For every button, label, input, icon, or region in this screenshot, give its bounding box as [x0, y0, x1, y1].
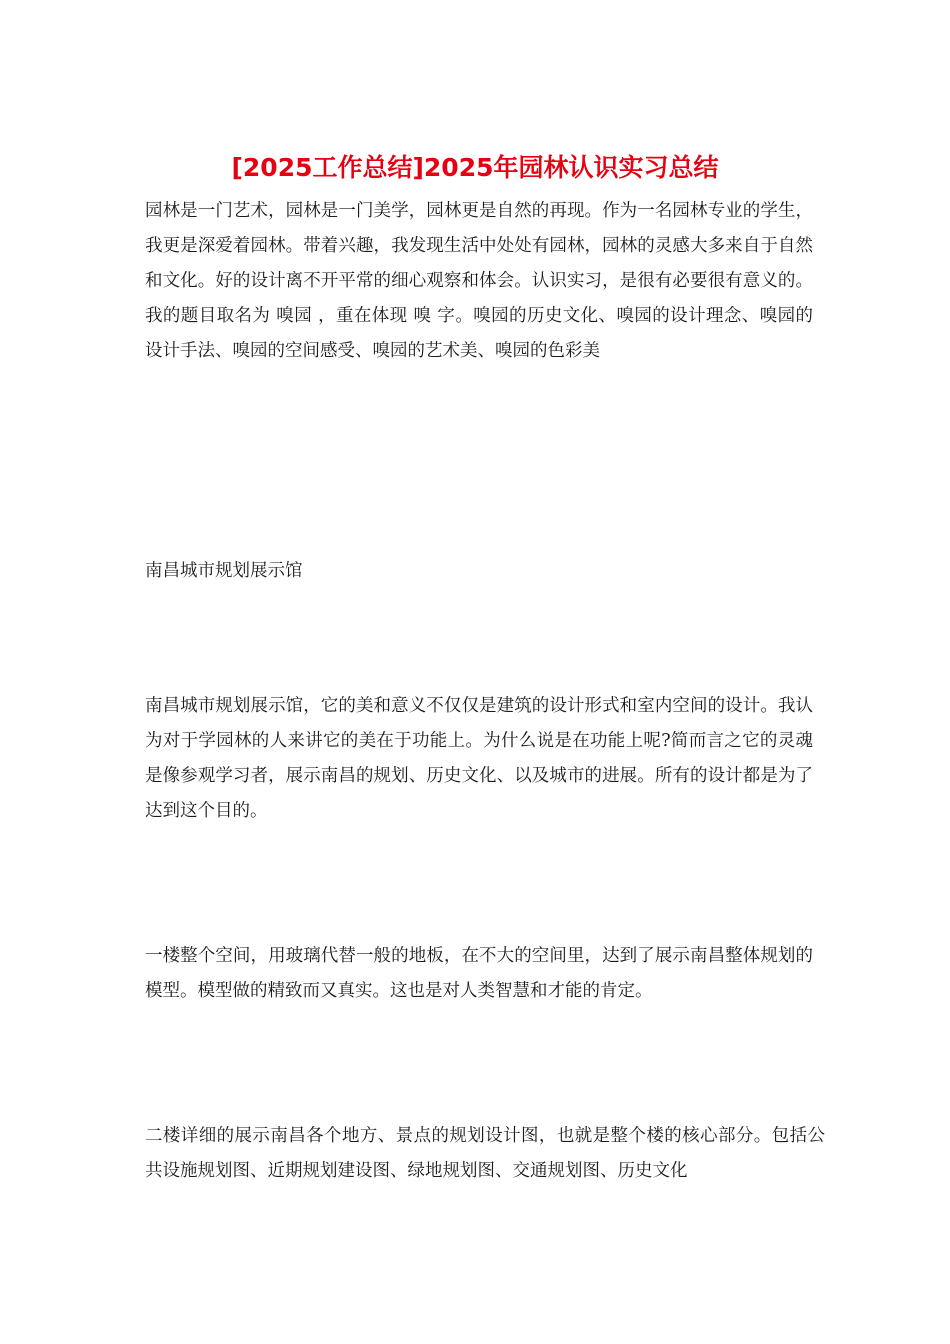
- paragraph-exhibition-hall: 南昌城市规划展示馆，它的美和意义不仅仅是建筑的设计形式和室内空间的设计。我认为对于学园林的人来讲它的美在于功能上。为什么说是在功能上呢?简而言之它的灵魂是像参观学习者，展示南昌的规划、历史文化、以及城市的进展。所有的设计都是为了达到这个目的。: [145, 696, 813, 821]
- paragraph-first-floor: 一楼整个空间，用玻璃代替一般的地板，在不大的空间里，达到了展示南昌整体规划的模型。模型做的精致而又真实。这也是对人类智慧和才能的肯定。: [145, 946, 813, 1001]
- document-title: [2025工作总结]2025年园林认识实习总结: [231, 153, 719, 182]
- paragraph-second-floor: 二楼详细的展示南昌各个地方、景点的规划设计图，也就是整个楼的核心部分。包括公共设施规划图、近期规划建设图、绿地规划图、交通规划图、历史文化: [145, 1126, 825, 1181]
- paragraph-section-heading: 南昌城市规划展示馆: [145, 561, 303, 581]
- paragraph-intro: 园林是一门艺术，园林是一门美学，园林更是自然的再现。作为一名园林专业的学生，我更是深爱着园林。带着兴趣，我发现生活中处处有园林，园林的灵感大多来自于自然和文化。好的设计离不开平常的细心观察和体会。认识实习，是很有必要很有意义的。我的题目取名为 嗅园 ，重在体现 嗅 字。嗅园的历史文化、嗅园的设计理念、嗅园的设计手法、嗅园的空间感受、嗅园的艺术美、嗅园的色彩美: [145, 201, 813, 361]
